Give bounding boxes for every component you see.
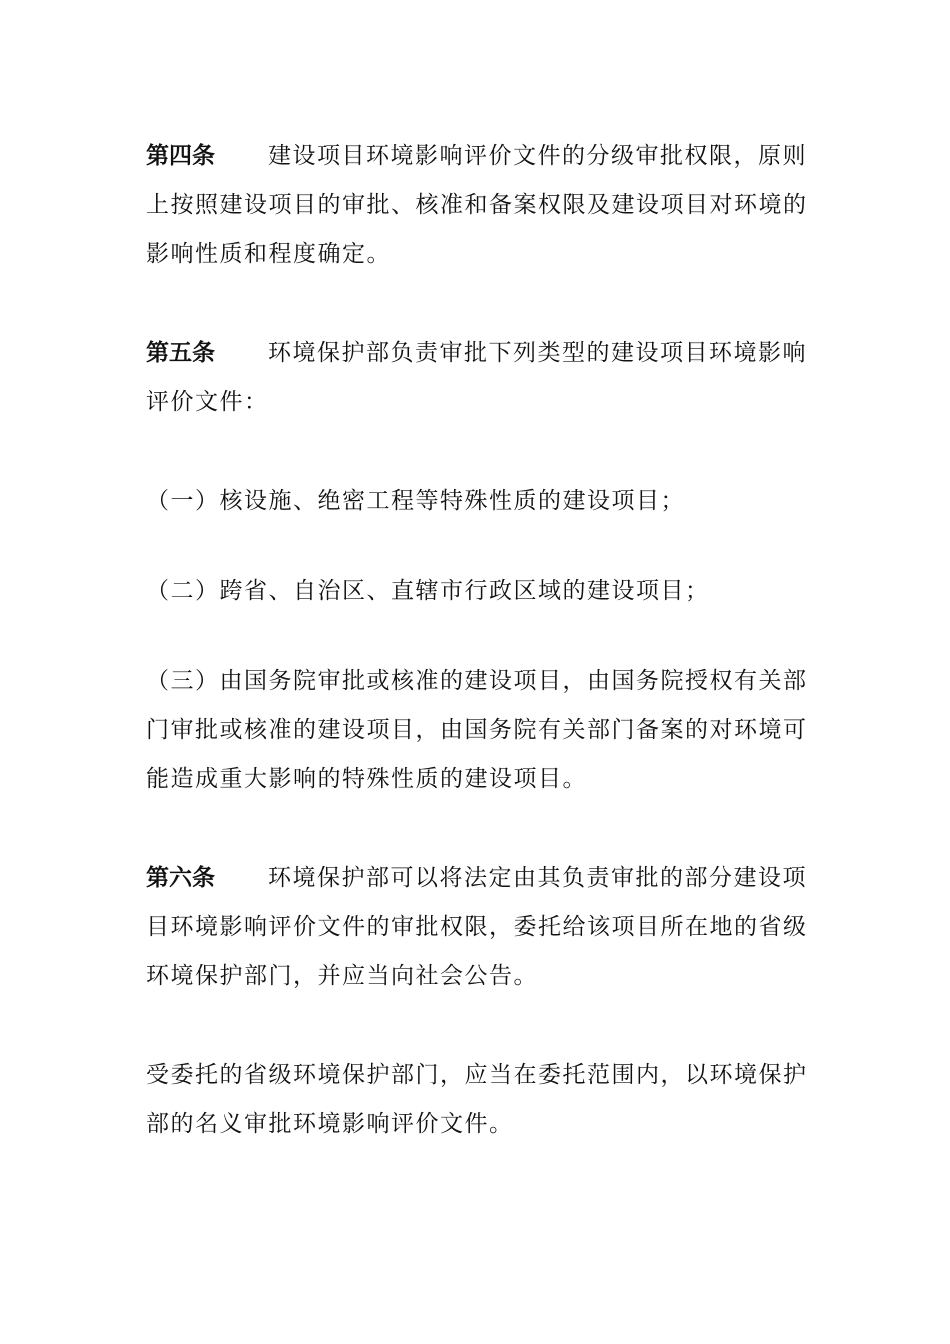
article-6 (146, 854, 816, 1001)
article-4 (146, 132, 816, 279)
article-4-text: 建设项目环境影响评价文件的分级审批权限，原则上按照建设项目的审批、核准和备案权限及建设项目对环境的影响性质和程度确定。 (146, 143, 808, 267)
article-5-text: 环境保护部负责审批下列类型的建设项目环境影响评价文件： (146, 340, 807, 415)
article-5 (146, 329, 816, 427)
article-6-text: 环境保护部可以将法定由其负责审批的部分建设项目环境影响评价文件的审批权限，委托给该项目所在地的省级环境保护部门，并应当向社会公告。 (146, 865, 808, 989)
article-5-item-3: （三）由国务院审批或核准的建设项目，由国务院授权有关部门审批或核准的建设项目，由国务院有关部门备案的对环境可能造成重大影响的特殊性质的建设项目。 (146, 668, 808, 792)
article-5-label: 第五条 (146, 340, 215, 366)
article-6-label: 第六条 (146, 865, 215, 891)
article-5-item-2: （二）跨省、自治区、直辖市行政区域的建设项目； (146, 578, 710, 604)
article-5-item-1: （一）核设施、绝密工程等特殊性质的建设项目； (146, 488, 685, 514)
article-6-paragraph-2: 受委托的省级环境保护部门，应当在委托范围内，以环境保护部的名义审批环境影响评价文件。 (146, 1062, 808, 1137)
article-4-label: 第四条 (146, 143, 215, 169)
document-page (146, 132, 816, 1149)
